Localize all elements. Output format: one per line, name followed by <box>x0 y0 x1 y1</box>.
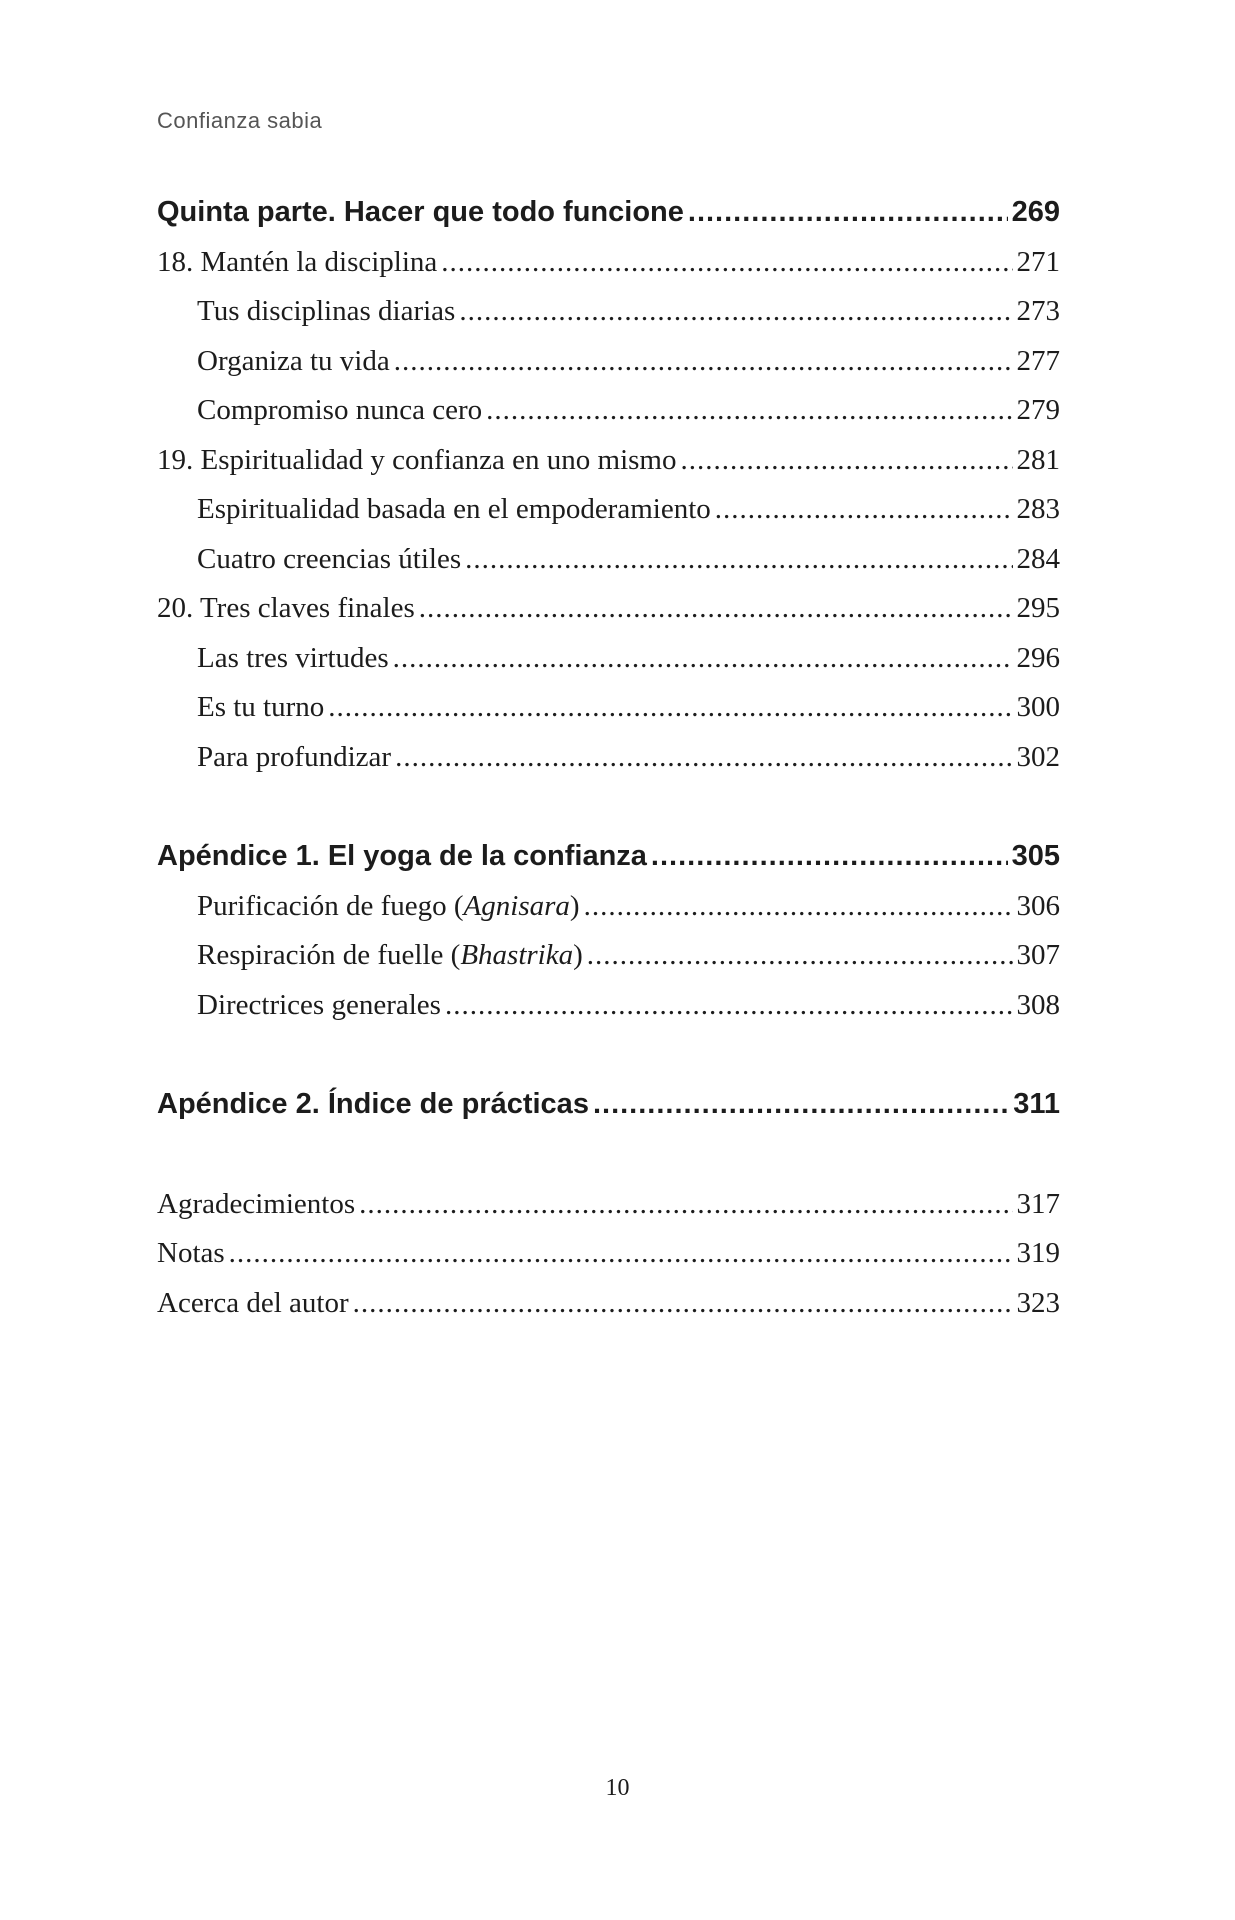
toc-page-number: 273 <box>1016 295 1060 327</box>
toc-entry-title: Tus disciplinas diarias <box>197 295 456 327</box>
toc-page-number: 277 <box>1016 344 1060 377</box>
toc-entry-backmatter[interactable] <box>157 1180 1060 1230</box>
title-italic-text: Agnisara <box>463 889 570 922</box>
dot-leader <box>328 683 1012 733</box>
title-text: ) <box>569 889 580 922</box>
toc-entry-title <box>157 931 583 981</box>
section-spacer <box>157 1030 1060 1080</box>
toc-entry-title: Es tu turno <box>197 691 325 723</box>
toc-entry-title: 19. Espiritualidad y confianza en uno mismo <box>157 443 677 476</box>
toc-entry-title: 18. Mantén la disciplina <box>157 245 438 278</box>
dot-leader <box>465 535 1012 585</box>
toc-entry-chapter-18[interactable] <box>157 238 1060 288</box>
toc-entry-section[interactable] <box>157 634 1060 684</box>
title-text: Respiración de fuelle ( <box>197 939 461 971</box>
toc-page-number: 307 <box>1016 939 1060 971</box>
toc-page-number: 305 <box>1011 840 1060 872</box>
toc-entry-chapter-20[interactable] <box>157 584 1060 634</box>
section-spacer <box>157 1130 1060 1180</box>
toc-page-number: 271 <box>1016 245 1060 278</box>
dot-leader <box>229 1229 1013 1279</box>
toc-entry-title: Organiza tu vida <box>197 344 390 377</box>
dot-leader <box>419 584 1013 634</box>
toc-page-number: 323 <box>1016 1286 1060 1319</box>
toc-entry-backmatter[interactable] <box>157 1229 1060 1279</box>
dot-leader <box>445 981 1013 1031</box>
toc-page-number: 306 <box>1016 889 1060 922</box>
title-italic-text: Bhastrika <box>460 939 574 971</box>
toc-page-number: 283 <box>1016 493 1060 525</box>
dot-leader <box>486 386 1012 436</box>
toc-entry-section[interactable] <box>157 683 1060 733</box>
toc-entry-title: 20. Tres claves finales <box>157 592 415 624</box>
dot-leader <box>459 287 1012 337</box>
section-spacer <box>157 782 1060 832</box>
toc-heading-appendix-2[interactable] <box>157 1080 1060 1130</box>
toc-page-number: 281 <box>1016 443 1060 476</box>
dot-leader <box>441 238 1012 288</box>
toc-page-number: 284 <box>1016 542 1060 575</box>
title-text: ) <box>573 939 583 971</box>
toc-entry-title: Compromiso nunca cero <box>197 394 483 426</box>
toc-page-number: 300 <box>1016 691 1060 723</box>
dot-leader <box>587 931 1013 981</box>
toc-heading-title: Apéndice 2. Índice de prácticas <box>157 1088 589 1120</box>
toc-entry-chapter-19[interactable] <box>157 436 1060 486</box>
dot-leader <box>715 485 1013 535</box>
toc-page-number: 311 <box>1013 1088 1060 1120</box>
toc-page-number: 279 <box>1016 394 1060 426</box>
toc-heading-appendix-1[interactable] <box>157 832 1060 882</box>
toc-entry-title <box>157 882 580 932</box>
dot-leader <box>394 337 1013 387</box>
dot-leader <box>593 1080 1009 1130</box>
toc-page-number: 308 <box>1016 988 1060 1021</box>
dot-leader <box>688 188 1008 238</box>
dot-leader <box>393 634 1013 684</box>
dot-leader <box>395 733 1012 783</box>
toc-entry-section[interactable] <box>157 485 1060 535</box>
toc-entry-section[interactable] <box>157 733 1060 783</box>
dot-leader <box>680 436 1012 486</box>
running-header: Confianza sabia <box>157 108 323 133</box>
toc-entry-section[interactable] <box>157 386 1060 436</box>
toc-entry-title: Directrices generales <box>197 988 441 1021</box>
toc-heading-title: Apéndice 1. El yoga de la confianza <box>157 840 647 872</box>
toc-entry-title: Para profundizar <box>197 740 392 773</box>
table-of-contents <box>157 188 1060 1328</box>
toc-entry-title: Acerca del autor <box>157 1286 349 1319</box>
dot-leader <box>359 1180 1012 1230</box>
toc-page-number: 296 <box>1016 641 1060 674</box>
toc-page-number: 269 <box>1011 196 1060 228</box>
toc-entry-section[interactable] <box>157 337 1060 387</box>
toc-entry-section[interactable] <box>157 931 1060 981</box>
toc-entry-title: Cuatro creencias útiles <box>197 542 462 575</box>
toc-entry-section[interactable] <box>157 535 1060 585</box>
toc-entry-section[interactable] <box>157 882 1060 932</box>
dot-leader <box>584 882 1013 932</box>
toc-page-number: 319 <box>1016 1237 1060 1269</box>
toc-page-number: 295 <box>1016 592 1060 624</box>
toc-page-number: 302 <box>1016 740 1060 773</box>
title-text: Purificación de fuego ( <box>197 889 464 922</box>
toc-page-number: 317 <box>1016 1187 1060 1220</box>
toc-entry-section[interactable] <box>157 981 1060 1031</box>
toc-entry-section[interactable] <box>157 287 1060 337</box>
toc-entry-title: Notas <box>157 1237 225 1269</box>
toc-heading-part5[interactable] <box>157 188 1060 238</box>
dot-leader <box>353 1279 1013 1329</box>
toc-entry-title: Espiritualidad basada en el empoderamiento <box>197 493 711 525</box>
toc-heading-title: Quinta parte. Hacer que todo funcione <box>157 196 684 228</box>
toc-entry-title: Agradecimientos <box>157 1187 356 1220</box>
page-number: 10 <box>605 1775 630 1801</box>
toc-entry-backmatter[interactable] <box>157 1279 1060 1329</box>
dot-leader <box>651 832 1008 882</box>
toc-entry-title: Las tres virtudes <box>197 641 389 674</box>
